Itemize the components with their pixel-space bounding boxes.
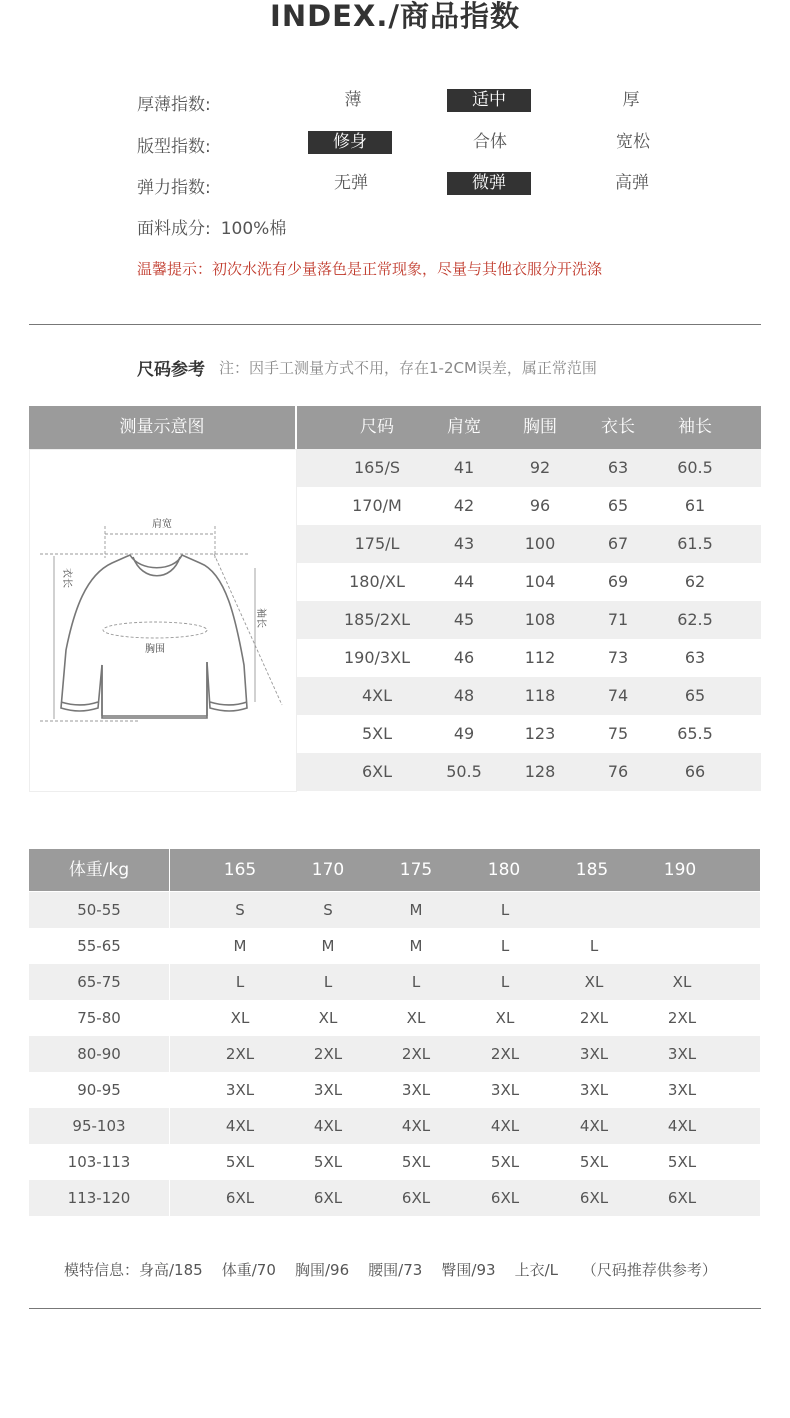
size-cell: L — [589, 937, 599, 955]
table-row — [297, 677, 761, 715]
fit-option-slim: 修身 — [308, 131, 392, 154]
size-cell: L — [411, 973, 421, 991]
table-cell: 4XL — [361, 686, 393, 705]
thickness-label: 厚薄指数: — [137, 95, 211, 115]
table-cell: 190/3XL — [344, 648, 410, 667]
size-cell: 2XL — [579, 1009, 609, 1027]
size-cell: 3XL — [667, 1045, 697, 1063]
table-cell: 76 — [607, 762, 629, 781]
size-table-header — [297, 406, 761, 449]
table-cell: 128 — [524, 762, 556, 781]
size-cell: 5XL — [225, 1153, 255, 1171]
table-row — [297, 601, 761, 639]
table-row — [29, 1072, 760, 1108]
size-cell: 6XL — [667, 1189, 697, 1207]
table-cell: 45 — [453, 610, 475, 629]
diagram-length-label: 衣长 — [61, 568, 72, 588]
size-cell: XL — [406, 1009, 426, 1027]
size-cell: XL — [672, 973, 692, 991]
table-row — [29, 964, 760, 1000]
size-cell: XL — [318, 1009, 338, 1027]
table-cell: 67 — [607, 534, 629, 553]
header-height-180: 180 — [487, 860, 521, 880]
size-cell: 5XL — [490, 1153, 520, 1171]
size-cell: 4XL — [225, 1117, 255, 1135]
table-cell: 46 — [453, 648, 475, 667]
diagram-chest-label: 胸围 — [145, 644, 165, 655]
header-height-165: 165 — [223, 860, 257, 880]
size-cell: 4XL — [490, 1117, 520, 1135]
size-cell: 2XL — [225, 1045, 255, 1063]
table-cell: 71 — [607, 610, 629, 629]
table-cell: 118 — [524, 686, 556, 705]
table-cell: 92 — [529, 458, 551, 477]
table-row — [29, 1000, 760, 1036]
size-cell: 3XL — [579, 1045, 609, 1063]
weight-range-cell: 103-113 — [29, 1144, 170, 1180]
diagram-shoulder-label: 肩宽 — [152, 519, 172, 530]
header-sleeve: 袖长 — [678, 417, 712, 437]
size-cell: 5XL — [313, 1153, 343, 1171]
table-row — [29, 1036, 760, 1072]
table-cell: 170/M — [352, 496, 402, 515]
size-cell: 2XL — [313, 1045, 343, 1063]
size-cell: L — [323, 973, 333, 991]
table-cell: 62.5 — [677, 610, 713, 629]
size-cell: L — [235, 973, 245, 991]
table-cell: 63 — [684, 648, 706, 667]
header-height-175: 175 — [399, 860, 433, 880]
fabric-label: 面料成分: — [137, 219, 211, 239]
size-cell: 2XL — [401, 1045, 431, 1063]
size-cell: 5XL — [579, 1153, 609, 1171]
size-cell: 6XL — [401, 1189, 431, 1207]
table-cell: 65.5 — [677, 724, 713, 743]
table-row — [29, 1144, 760, 1180]
divider — [29, 324, 761, 325]
table-cell: 63 — [607, 458, 629, 477]
size-cell: M — [409, 937, 423, 955]
table-row — [29, 892, 760, 928]
table-cell: 61.5 — [677, 534, 713, 553]
size-cell: XL — [495, 1009, 515, 1027]
weight-range-cell: 90-95 — [29, 1072, 170, 1108]
table-cell: 108 — [524, 610, 556, 629]
header-length: 衣长 — [601, 417, 635, 437]
size-cell: M — [321, 937, 335, 955]
thickness-option-thin: 薄 — [344, 90, 362, 110]
table-cell: 61 — [684, 496, 706, 515]
size-cell: 3XL — [225, 1081, 255, 1099]
weight-range-cell: 113-120 — [29, 1180, 170, 1216]
elasticity-option-high: 高弹 — [615, 173, 649, 193]
table-row — [297, 487, 761, 525]
size-cell: 3XL — [313, 1081, 343, 1099]
weight-range-cell: 65-75 — [29, 964, 170, 1000]
size-cell: 6XL — [579, 1189, 609, 1207]
table-cell: 65 — [684, 686, 706, 705]
weight-range-cell: 50-55 — [29, 892, 170, 928]
diagram-header: 测量示意图 — [29, 406, 295, 449]
size-cell: S — [323, 901, 333, 919]
table-cell: 75 — [607, 724, 629, 743]
table-cell: 69 — [607, 572, 629, 591]
table-cell: 5XL — [361, 724, 393, 743]
size-cell: 3XL — [401, 1081, 431, 1099]
table-row — [297, 753, 761, 791]
header-chest: 胸围 — [523, 417, 557, 437]
fit-option-regular: 合体 — [473, 132, 507, 152]
header-height-170: 170 — [311, 860, 345, 880]
table-cell: 74 — [607, 686, 629, 705]
fabric-value: 100%棉 — [220, 219, 287, 239]
table-cell: 49 — [453, 724, 475, 743]
table-cell: 48 — [453, 686, 475, 705]
size-cell: 3XL — [667, 1081, 697, 1099]
table-cell: 6XL — [361, 762, 393, 781]
size-cell: 3XL — [490, 1081, 520, 1099]
size-cell: XL — [584, 973, 604, 991]
table-cell: 73 — [607, 648, 629, 667]
header-height-185: 185 — [575, 860, 609, 880]
header-weight: 体重/kg — [29, 849, 170, 891]
thickness-option-medium: 适中 — [447, 89, 531, 112]
header-height-190: 190 — [663, 860, 697, 880]
table-cell: 123 — [524, 724, 556, 743]
weight-range-cell: 80-90 — [29, 1036, 170, 1072]
table-row — [297, 639, 761, 677]
size-cell: 2XL — [490, 1045, 520, 1063]
table-cell: 65 — [607, 496, 629, 515]
table-cell: 44 — [453, 572, 475, 591]
table-row — [29, 1180, 760, 1216]
fabric-composition — [137, 214, 286, 239]
table-cell: 165/S — [353, 458, 401, 477]
table-row — [297, 449, 761, 487]
table-cell: 175/L — [354, 534, 400, 553]
size-cell: 6XL — [490, 1189, 520, 1207]
size-cell: 4XL — [313, 1117, 343, 1135]
size-cell: XL — [230, 1009, 250, 1027]
table-cell: 180/XL — [349, 572, 405, 591]
header-shoulder: 肩宽 — [447, 417, 481, 437]
table-cell: 104 — [524, 572, 556, 591]
table-cell: 42 — [453, 496, 475, 515]
fit-label: 版型指数: — [137, 137, 211, 157]
measurement-diagram — [29, 449, 297, 792]
table-cell: 96 — [529, 496, 551, 515]
divider — [29, 1308, 761, 1309]
table-row — [297, 715, 761, 753]
weight-range-cell: 75-80 — [29, 1000, 170, 1036]
size-cell: M — [233, 937, 247, 955]
table-cell: 60.5 — [677, 458, 713, 477]
care-notice: 温馨提示：初次水洗有少量落色是正常现象，尽量与其他衣服分开洗涤 — [137, 260, 603, 278]
fit-option-loose: 宽松 — [616, 132, 650, 152]
size-reference-note: 注：因手工测量方式不用，存在1-2CM误差，属正常范围 — [219, 359, 597, 377]
size-cell: 4XL — [579, 1117, 609, 1135]
model-info: 模特信息：身高/185 体重/70 胸围/96 腰围/73 臀围/93 上衣/L （尺码推荐供参考） — [64, 1261, 717, 1279]
table-cell: 41 — [453, 458, 475, 477]
size-cell: M — [409, 901, 423, 919]
header-size: 尺码 — [360, 417, 394, 437]
size-cell: 3XL — [579, 1081, 609, 1099]
elasticity-label: 弹力指数: — [137, 178, 211, 198]
thickness-option-thick: 厚 — [622, 90, 640, 110]
sweater-diagram-icon — [30, 450, 296, 791]
size-reference-title: 尺码参考 — [137, 360, 205, 380]
table-row — [29, 928, 760, 964]
table-cell: 43 — [453, 534, 475, 553]
size-cell: 5XL — [401, 1153, 431, 1171]
size-cell: 4XL — [401, 1117, 431, 1135]
elasticity-option-none: 无弹 — [334, 173, 368, 193]
table-cell: 112 — [524, 648, 556, 667]
size-cell: 6XL — [313, 1189, 343, 1207]
table-row — [29, 1108, 760, 1144]
weight-range-cell: 55-65 — [29, 928, 170, 964]
elasticity-option-slight: 微弹 — [447, 172, 531, 195]
table-row — [297, 525, 761, 563]
table-row — [297, 563, 761, 601]
diagram-sleeve-label: 袖长 — [255, 608, 266, 628]
size-cell: L — [500, 901, 510, 919]
size-cell: S — [235, 901, 245, 919]
size-cell: L — [500, 973, 510, 991]
size-cell: 6XL — [225, 1189, 255, 1207]
table-cell: 62 — [684, 572, 706, 591]
weight-range-cell: 95-103 — [29, 1108, 170, 1144]
size-cell: 5XL — [667, 1153, 697, 1171]
size-cell: 4XL — [667, 1117, 697, 1135]
weight-table-header — [29, 849, 760, 891]
table-cell: 185/2XL — [344, 610, 410, 629]
size-cell: L — [500, 937, 510, 955]
table-cell: 100 — [524, 534, 556, 553]
table-cell: 66 — [684, 762, 706, 781]
page-title: INDEX./商品指数 — [270, 0, 520, 33]
table-cell: 50.5 — [446, 762, 482, 781]
size-cell: 2XL — [667, 1009, 697, 1027]
